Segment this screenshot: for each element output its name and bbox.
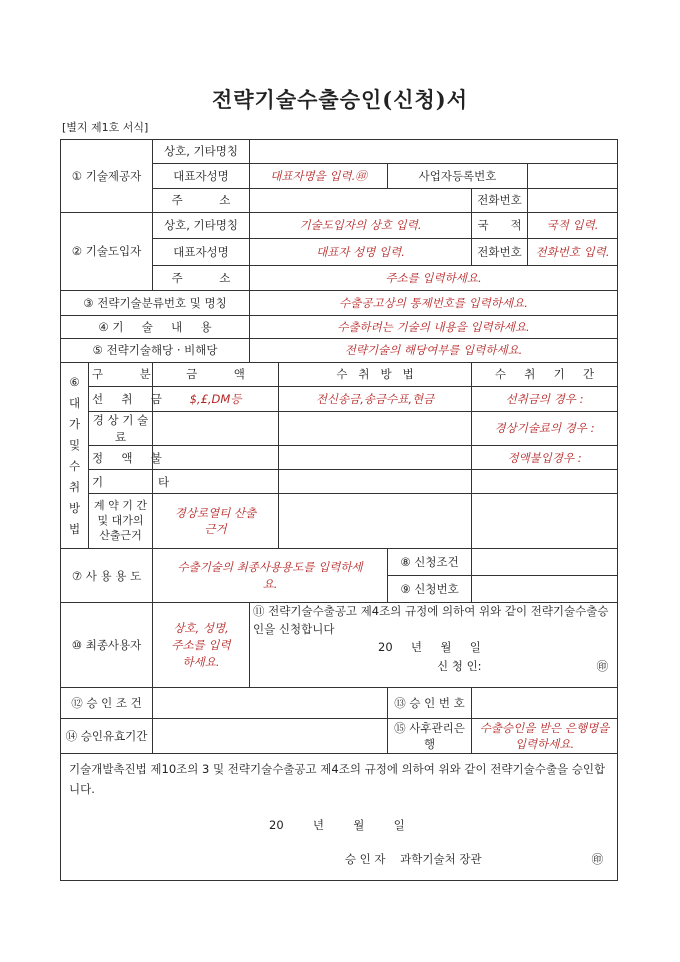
payment-row-label: 기 타 bbox=[89, 470, 153, 494]
payment-header-period: 수 취 기 간 bbox=[472, 363, 618, 387]
approval-text: 기술개발촉진법 제10조의 3 및 전략기술수출공고 제4조의 규정에 의하여 위와 같이 전략기술수출을 승인합니다. bbox=[69, 762, 606, 796]
usage-field[interactable]: 수출기술의 최종사용용도를 입력하세요. bbox=[153, 549, 388, 603]
table-row bbox=[61, 387, 618, 412]
approval-number-field[interactable] bbox=[472, 688, 618, 719]
importer-country-label: 국 적 bbox=[472, 213, 528, 239]
payment-amount-field[interactable] bbox=[153, 470, 279, 494]
importer-phone-label: 전화번호 bbox=[472, 239, 528, 266]
payment-method-field[interactable]: 전신송금,송금수표,현금 bbox=[279, 387, 472, 412]
payment-method-field[interactable] bbox=[279, 412, 472, 446]
provider-company-field[interactable] bbox=[250, 140, 618, 164]
provider-phone-field[interactable] bbox=[528, 189, 618, 213]
seal-icon: ㊞ bbox=[591, 852, 604, 867]
importer-address-field[interactable]: 주소를 입력하세요. bbox=[250, 266, 618, 291]
request-condition-label: ⑧ 신청조건 bbox=[388, 549, 472, 576]
approval-number-label: ⑬ 승 인 번 호 bbox=[388, 688, 472, 719]
payment-row-label: 정 액 불 bbox=[89, 446, 153, 470]
application-date: 20 년 월 일 bbox=[378, 639, 481, 654]
payment-period-field[interactable] bbox=[472, 470, 618, 494]
provider-bizno-label: 사업자등록번호 bbox=[388, 164, 528, 189]
request-number-field[interactable] bbox=[472, 576, 618, 603]
payment-amount-field[interactable] bbox=[153, 446, 279, 470]
request-condition-field[interactable] bbox=[472, 549, 618, 576]
importer-address-label: 주 소 bbox=[153, 266, 250, 291]
payment-method-field[interactable] bbox=[279, 470, 472, 494]
payment-method-field[interactable] bbox=[279, 446, 472, 470]
application-form bbox=[60, 139, 618, 881]
contract-period-field[interactable] bbox=[472, 494, 618, 549]
payment-amount-field[interactable]: $,£,DM등 bbox=[153, 387, 279, 412]
payment-period-field[interactable]: 정액불입경우 : bbox=[472, 446, 618, 470]
end-user-field[interactable]: 상호, 성명, 주소를 입력하세요. bbox=[153, 603, 250, 688]
form-title: 전략기술수출승인(신청)서 bbox=[211, 87, 469, 112]
strategic-status-field[interactable]: 전략기술의 해당여부를 입력하세요. bbox=[250, 339, 618, 363]
payment-header-category: 구 분 bbox=[89, 363, 153, 387]
end-user-label: ⑩ 최종사용자 bbox=[61, 603, 153, 688]
provider-rep-field[interactable]: 대표자명을 입력.㊞ bbox=[250, 164, 388, 189]
approval-condition-field[interactable] bbox=[153, 688, 388, 719]
importer-label: ② 기술도입자 bbox=[61, 213, 153, 291]
importer-company-field[interactable]: 기술도입자의 상호 입력. bbox=[250, 213, 472, 239]
payment-header-method: 수 취 방 법 bbox=[279, 363, 472, 387]
provider-address-field[interactable] bbox=[250, 189, 472, 213]
managing-bank-label: ⑮ 사후관리은행 bbox=[388, 719, 472, 754]
payment-period-field[interactable]: 경상기술료의 경우 : bbox=[472, 412, 618, 446]
importer-country-field[interactable]: 국적 입력. bbox=[528, 213, 618, 239]
payment-amount-field[interactable] bbox=[153, 412, 279, 446]
usage-label: ⑦ 사 용 용 도 bbox=[61, 549, 153, 603]
payment-header-amount: 금 액 bbox=[153, 363, 279, 387]
importer-phone-field[interactable]: 전화번호 입력. bbox=[528, 239, 618, 266]
approver-label: 승 인 자 과학기술처 장관 bbox=[344, 852, 482, 867]
managing-bank-field[interactable]: 수출승인을 받은 은행명을 입력하세요. bbox=[472, 719, 618, 754]
contract-method-field[interactable] bbox=[279, 494, 472, 549]
table-row bbox=[61, 446, 618, 470]
seal-icon: ㊞ bbox=[596, 658, 609, 673]
tech-content-label: ④ 기 술 내 용 bbox=[61, 316, 250, 339]
payment-row-label: 선 취 금 bbox=[89, 387, 153, 412]
tech-content-field[interactable]: 수출하려는 기술의 내용을 입력하세요. bbox=[250, 316, 618, 339]
strategic-status-label: ⑤ 전략기술해당 · 비해당 bbox=[61, 339, 250, 363]
form-number: [별지 제1호 서식] bbox=[62, 121, 149, 134]
applicant-label: 신 청 인: bbox=[437, 658, 482, 673]
contract-basis-field[interactable]: 경상로열티 산출근거 bbox=[153, 494, 279, 549]
provider-company-label: 상호, 기타명칭 bbox=[153, 140, 250, 164]
provider-rep-label: 대표자성명 bbox=[153, 164, 250, 189]
application-statement bbox=[250, 603, 618, 688]
classification-field[interactable]: 수출공고상의 통제번호를 입력하세요. bbox=[250, 291, 618, 316]
table-row bbox=[61, 470, 618, 494]
provider-address-label: 주 소 bbox=[153, 189, 250, 213]
validity-period-field[interactable] bbox=[153, 719, 388, 754]
approval-block bbox=[61, 754, 618, 881]
application-text: ⑪ 전략기술수출공고 제4조의 규정에 의하여 위와 같이 전략기술수출승인을 신청합니다 bbox=[253, 604, 609, 637]
importer-company-label: 상호, 기타명칭 bbox=[153, 213, 250, 239]
contract-period-label: 계 약 기 간 및 대가의 산출근거 bbox=[89, 494, 153, 549]
provider-label: ① 기술제공자 bbox=[61, 140, 153, 213]
provider-phone-label: 전화번호 bbox=[472, 189, 528, 213]
approval-date: 20 년 월 일 bbox=[269, 818, 405, 833]
request-number-label: ⑨ 신청번호 bbox=[388, 576, 472, 603]
importer-rep-field[interactable]: 대표자 성명 입력. bbox=[250, 239, 472, 266]
approval-condition-label: ⑫ 승 인 조 건 bbox=[61, 688, 153, 719]
payment-row-label: 경 상 기 술 료 bbox=[89, 412, 153, 446]
classification-label: ③ 전략기술분류번호 및 명칭 bbox=[61, 291, 250, 316]
validity-period-label: ⑭ 승인유효기간 bbox=[61, 719, 153, 754]
provider-bizno-field[interactable] bbox=[528, 164, 618, 189]
payment-section-label: ⑥ 대 가 및 수 취 방 법 bbox=[61, 363, 89, 549]
table-row bbox=[61, 412, 618, 446]
importer-rep-label: 대표자성명 bbox=[153, 239, 250, 266]
payment-period-field[interactable]: 선취금의 경우 : bbox=[472, 387, 618, 412]
